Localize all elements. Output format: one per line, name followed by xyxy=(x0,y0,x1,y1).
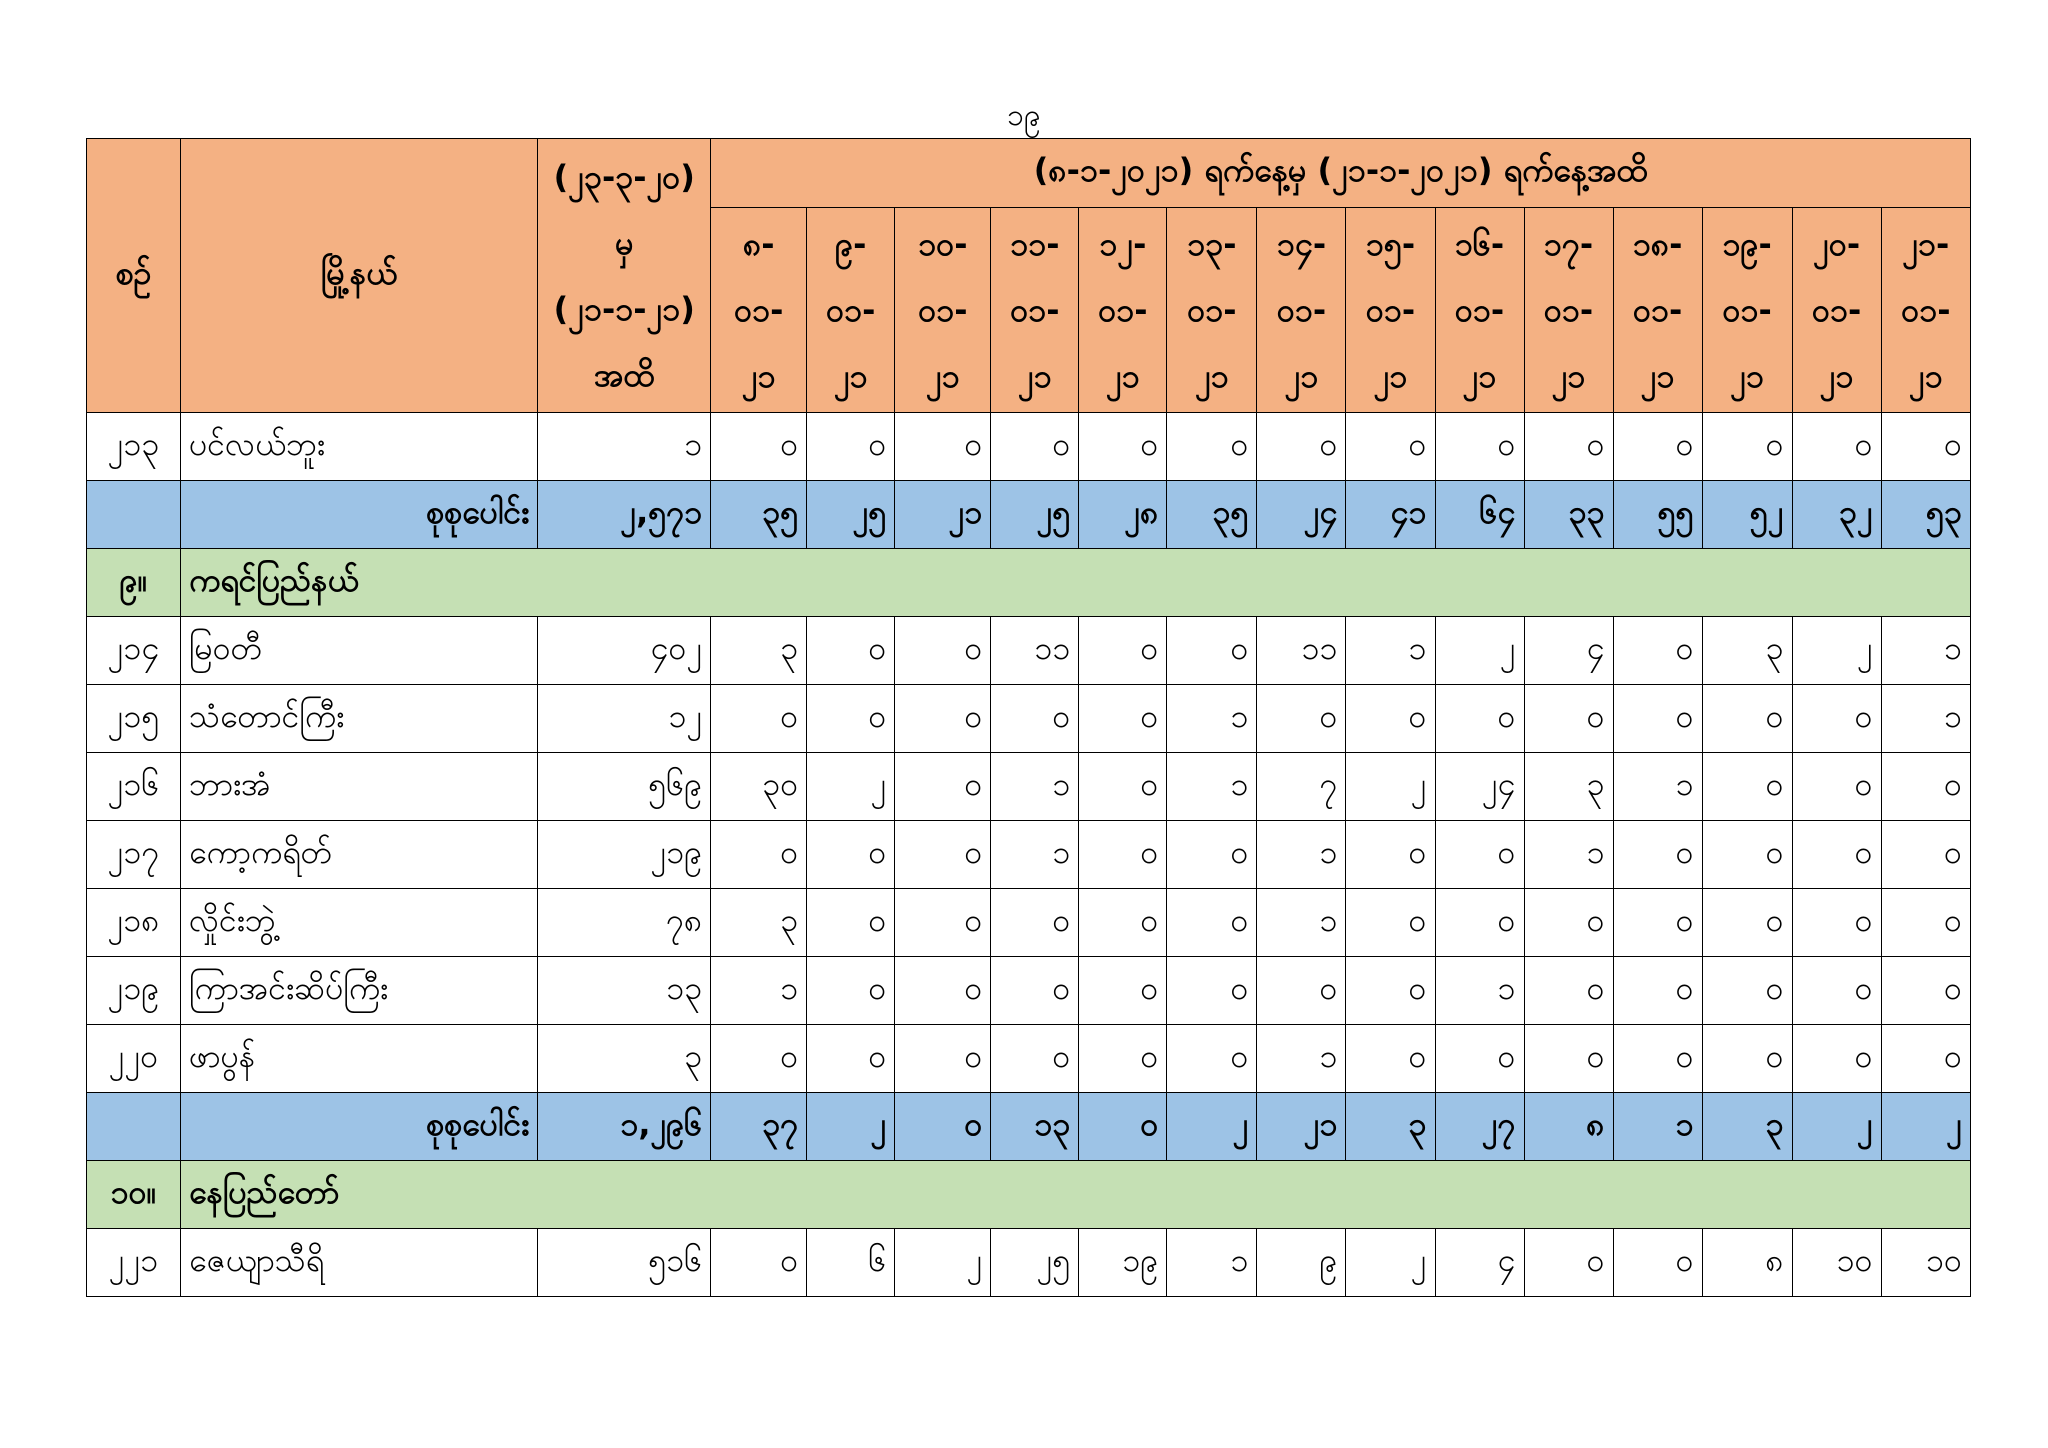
daily-cell: ၀ xyxy=(1079,957,1167,1025)
daily-cell: ၃ xyxy=(711,889,807,957)
total-daily-cell: ၂ xyxy=(1167,1093,1257,1161)
daily-cell: ၀ xyxy=(991,957,1079,1025)
daily-cell: ၀ xyxy=(807,685,895,753)
daily-cell: ၀ xyxy=(1435,413,1524,481)
date-header-part: ၀၁- xyxy=(1901,291,1951,329)
date-header xyxy=(1079,208,1167,413)
total-daily-cell: ၂ xyxy=(807,1093,895,1161)
date-header xyxy=(1702,208,1792,413)
total-label: စုစုပေါင်း xyxy=(181,1093,538,1161)
region-number: ၁၀။ xyxy=(87,1161,181,1229)
total-daily-cell: ၁၃ xyxy=(991,1093,1079,1161)
daily-cell: ၀ xyxy=(1167,1025,1257,1093)
date-header xyxy=(1881,208,1970,413)
region-name: ကရင်ပြည်နယ် xyxy=(181,549,1971,617)
daily-cell: ၀ xyxy=(807,413,895,481)
daily-cell: ၀ xyxy=(711,821,807,889)
daily-cell: ၁၀ xyxy=(1792,1229,1881,1297)
township-cell: သံတောင်ကြီး xyxy=(181,685,538,753)
daily-cell: ၁ xyxy=(1167,685,1257,753)
daily-cell: ၀ xyxy=(1435,1025,1524,1093)
cumulative-header-line: (၂၁-၁-၂၁) xyxy=(553,289,695,328)
cumulative-cell: ၅၆၉ xyxy=(538,753,711,821)
region-name: နေပြည်တော် xyxy=(181,1161,1971,1229)
daily-cell: ၀ xyxy=(807,821,895,889)
daily-cell: ၀ xyxy=(1257,413,1346,481)
total-daily-cell: ၅၅ xyxy=(1613,481,1702,549)
daily-cell: ၁ xyxy=(1257,821,1346,889)
township-cell: ဖာပွန် xyxy=(181,1025,538,1093)
total-daily-cell: ၂ xyxy=(1792,1093,1881,1161)
daily-cell: ၀ xyxy=(991,413,1079,481)
daily-cell: ၃ xyxy=(1524,753,1613,821)
total-daily-cell: ၂၅ xyxy=(991,481,1079,549)
township-cell: ကော့ကရိတ် xyxy=(181,821,538,889)
table-header xyxy=(87,139,1971,413)
date-header-part: ၁၈- xyxy=(1632,225,1683,263)
date-header-part: ၂၁ xyxy=(1106,357,1140,395)
date-header xyxy=(1613,208,1702,413)
daily-cell: ၁ xyxy=(1167,753,1257,821)
daily-cell: ၀ xyxy=(1346,889,1435,957)
cumulative-cell: ၁၃ xyxy=(538,957,711,1025)
region-row xyxy=(87,549,1971,617)
date-header-part: ၀၁- xyxy=(918,291,968,329)
daily-cell: ၀ xyxy=(1079,617,1167,685)
total-daily-cell: ၂ xyxy=(1881,1093,1970,1161)
date-header xyxy=(1346,208,1435,413)
table-row xyxy=(87,889,1971,957)
daily-cell: ၀ xyxy=(895,957,991,1025)
daily-cell: ၀ xyxy=(1167,957,1257,1025)
region-row xyxy=(87,1161,1971,1229)
daily-cell: ၀ xyxy=(1881,753,1970,821)
daily-cell: ၀ xyxy=(1346,685,1435,753)
date-header xyxy=(1435,208,1524,413)
daily-cell: ၀ xyxy=(1524,957,1613,1025)
daily-cell: ၀ xyxy=(1257,685,1346,753)
daily-cell: ၀ xyxy=(1881,1025,1970,1093)
township-cases-table xyxy=(86,138,1971,1297)
daily-cell: ၀ xyxy=(1524,1025,1613,1093)
region-number: ၉။ xyxy=(87,549,181,617)
daily-cell: ၀ xyxy=(1079,685,1167,753)
daily-cell: ၇ xyxy=(1257,753,1346,821)
total-sr-cell xyxy=(87,481,181,549)
page-number: ၁၉ xyxy=(1007,98,1041,133)
date-header xyxy=(991,208,1079,413)
township-cell: ကြာအင်းဆိပ်ကြီး xyxy=(181,957,538,1025)
total-daily-cell: ၂၅ xyxy=(807,481,895,549)
daily-cell: ၁ xyxy=(1435,957,1524,1025)
daily-cell: ၀ xyxy=(1702,889,1792,957)
daily-cell: ၀ xyxy=(1167,413,1257,481)
date-header-part: ၀၁- xyxy=(1722,291,1772,329)
daily-cell: ၉ xyxy=(1257,1229,1346,1297)
daily-cell: ၀ xyxy=(807,889,895,957)
daily-cell: ၀ xyxy=(1435,685,1524,753)
date-header xyxy=(1524,208,1613,413)
cumulative-header-line: အထိ xyxy=(594,355,655,394)
daily-cell: ၀ xyxy=(1613,685,1702,753)
daily-cell: ၂၄ xyxy=(1435,753,1524,821)
daily-cell: ၀ xyxy=(1792,753,1881,821)
daily-cell: ၀ xyxy=(1435,889,1524,957)
daily-cell: ၀ xyxy=(1257,957,1346,1025)
daily-cell: ၀ xyxy=(1702,821,1792,889)
daily-cell: ၀ xyxy=(1079,413,1167,481)
daily-cell: ၁၁ xyxy=(991,617,1079,685)
date-header-part: ၁၇- xyxy=(1543,225,1594,263)
date-header-part: ၀၁- xyxy=(1010,291,1060,329)
total-daily-cell: ၀ xyxy=(1079,1093,1167,1161)
daily-cell: ၁ xyxy=(1257,1025,1346,1093)
daily-cell: ၁ xyxy=(991,821,1079,889)
sr-cell: ၂၁၆ xyxy=(87,753,181,821)
sr-cell: ၂၂၁ xyxy=(87,1229,181,1297)
daily-cell: ၁၁ xyxy=(1257,617,1346,685)
cumulative-header xyxy=(538,139,711,413)
date-header-part: ၁၄- xyxy=(1276,225,1327,263)
daily-cell: ၀ xyxy=(1702,957,1792,1025)
cumulative-cell: ၃ xyxy=(538,1025,711,1093)
date-header-part: ၂၁ xyxy=(1195,357,1229,395)
total-row xyxy=(87,1093,1971,1161)
total-daily-cell: ၀ xyxy=(895,1093,991,1161)
daily-cell: ၀ xyxy=(1079,753,1167,821)
daily-cell: ၀ xyxy=(991,1025,1079,1093)
total-daily-cell: ၃၅ xyxy=(1167,481,1257,549)
date-header-part: ၁၆- xyxy=(1454,225,1505,263)
date-header-part: ၁၂- xyxy=(1099,225,1147,263)
daily-cell: ၄ xyxy=(1524,617,1613,685)
total-daily-cell: ၂၈ xyxy=(1079,481,1167,549)
daily-cell: ၁၉ xyxy=(1079,1229,1167,1297)
date-header-part: ၂၁ xyxy=(1551,357,1586,395)
daily-cell: ၀ xyxy=(1079,821,1167,889)
township-cell: မြဝတီ xyxy=(181,617,538,685)
daily-cell: ၀ xyxy=(1792,957,1881,1025)
sr-cell: ၂၁၉ xyxy=(87,957,181,1025)
daily-cell: ၁ xyxy=(1257,889,1346,957)
total-daily-cell: ၃ xyxy=(1346,1093,1435,1161)
date-header-part: ၂၁ xyxy=(925,357,960,395)
date-header-part: ၀၁- xyxy=(734,291,784,329)
daily-cell: ၀ xyxy=(1792,1025,1881,1093)
daily-cell: ၀ xyxy=(1613,957,1702,1025)
daily-cell: ၀ xyxy=(1167,889,1257,957)
daily-cell: ၁၀ xyxy=(1881,1229,1970,1297)
township-cell: ပင်လယ်ဘူး xyxy=(181,413,538,481)
daily-cell: ၀ xyxy=(895,685,991,753)
date-header-part: ၀၁- xyxy=(1276,291,1327,329)
daily-cell: ၀ xyxy=(1792,685,1881,753)
date-header-part: ၂၁ xyxy=(1819,357,1854,395)
daily-cell: ၀ xyxy=(1881,889,1970,957)
daily-cell: ၀ xyxy=(1079,1025,1167,1093)
cumulative-cell: ၁၂ xyxy=(538,685,711,753)
daily-cell: ၀ xyxy=(1792,889,1881,957)
total-row xyxy=(87,481,1971,549)
daily-cell: ၀ xyxy=(1702,413,1792,481)
date-header-part: ၉- xyxy=(835,225,867,263)
township-header: မြို့နယ် xyxy=(181,139,538,413)
daily-cell: ၃၀ xyxy=(711,753,807,821)
daily-cell: ၁ xyxy=(1524,821,1613,889)
date-header xyxy=(895,208,991,413)
daily-cell: ၁ xyxy=(1881,685,1970,753)
sr-cell: ၂၂၀ xyxy=(87,1025,181,1093)
daily-cell: ၀ xyxy=(1613,617,1702,685)
table-row xyxy=(87,413,1971,481)
cumulative-header-line: (၂၃-၃-၂၀) xyxy=(553,157,695,196)
date-header-part: ၀၁- xyxy=(1365,291,1416,329)
total-daily-cell: ၅၂ xyxy=(1702,481,1792,549)
daily-cell: ၀ xyxy=(1792,413,1881,481)
total-daily-cell: ၁ xyxy=(1613,1093,1702,1161)
cumulative-cell: ၄၀၂ xyxy=(538,617,711,685)
daily-cell: ၀ xyxy=(1346,1025,1435,1093)
table-row xyxy=(87,617,1971,685)
daily-cell: ၀ xyxy=(711,1025,807,1093)
daily-cell: ၀ xyxy=(807,617,895,685)
daily-cell: ၀ xyxy=(1524,1229,1613,1297)
date-header-part: ၁၉- xyxy=(1722,225,1772,263)
date-header-part: ၂၁- xyxy=(1902,225,1950,263)
cumulative-cell: ၁ xyxy=(538,413,711,481)
daily-cell: ၁ xyxy=(711,957,807,1025)
township-cell: ဇေယျာသီရိ xyxy=(181,1229,538,1297)
daily-cell: ၂၅ xyxy=(991,1229,1079,1297)
daily-cell: ၀ xyxy=(1524,685,1613,753)
daily-cell: ၀ xyxy=(1702,1025,1792,1093)
daily-cell: ၀ xyxy=(1702,685,1792,753)
table-row xyxy=(87,685,1971,753)
total-cumulative-cell: ၂,၅၇၁ xyxy=(538,481,711,549)
daily-cell: ၂ xyxy=(1346,753,1435,821)
township-cell: ဘားအံ xyxy=(181,753,538,821)
daily-cell: ၀ xyxy=(1702,753,1792,821)
daily-cell: ၀ xyxy=(895,753,991,821)
total-daily-cell: ၅၃ xyxy=(1881,481,1970,549)
daily-cell: ၀ xyxy=(895,617,991,685)
daily-cell: ၀ xyxy=(1079,889,1167,957)
date-header-part: ၂၀- xyxy=(1813,225,1861,263)
daily-cell: ၂ xyxy=(807,753,895,821)
date-header xyxy=(1257,208,1346,413)
table-row xyxy=(87,1025,1971,1093)
date-range-header: (၈-၁-၂၀၂၁) ရက်နေ့မှ (၂၁-၁-၂၀၂၁) ရက်နေ့အထိ xyxy=(711,139,1971,208)
daily-cell: ၀ xyxy=(807,957,895,1025)
date-header-part: ၂၁ xyxy=(1640,357,1675,395)
total-daily-cell: ၂၇ xyxy=(1435,1093,1524,1161)
cumulative-cell: ၇၈ xyxy=(538,889,711,957)
daily-cell: ၀ xyxy=(1524,889,1613,957)
daily-cell: ၀ xyxy=(895,889,991,957)
cumulative-header-line: မှ xyxy=(615,223,634,262)
daily-cell: ၁ xyxy=(1346,617,1435,685)
date-header-part: ၂၁ xyxy=(1018,357,1052,395)
daily-cell: ၁ xyxy=(1881,617,1970,685)
daily-cell: ၀ xyxy=(711,413,807,481)
daily-cell: ၂ xyxy=(895,1229,991,1297)
total-daily-cell: ၆၄ xyxy=(1435,481,1524,549)
cumulative-cell: ၅၁၆ xyxy=(538,1229,711,1297)
date-header-part: ၀၁- xyxy=(1812,291,1862,329)
date-header-part: ၀၁- xyxy=(826,291,876,329)
date-header-part: ၀၁- xyxy=(1632,291,1683,329)
daily-cell: ၀ xyxy=(1881,821,1970,889)
daily-cell: ၀ xyxy=(1881,413,1970,481)
daily-cell: ၀ xyxy=(1613,413,1702,481)
total-daily-cell: ၃၂ xyxy=(1792,481,1881,549)
daily-cell: ၄ xyxy=(1435,1229,1524,1297)
total-cumulative-cell: ၁,၂၉၆ xyxy=(538,1093,711,1161)
date-header-part: ၀၁- xyxy=(1187,291,1237,329)
table-body xyxy=(87,413,1971,1297)
sr-cell: ၂၁၇ xyxy=(87,821,181,889)
date-header-part: ၂၁ xyxy=(833,357,868,395)
sr-header: စဉ် xyxy=(87,139,181,413)
daily-cell: ၃ xyxy=(1702,617,1792,685)
daily-cell: ၀ xyxy=(1613,1025,1702,1093)
daily-cell: ၀ xyxy=(991,889,1079,957)
township-cell: လှိုင်းဘွဲ့ xyxy=(181,889,538,957)
daily-cell: ၀ xyxy=(711,1229,807,1297)
table-row xyxy=(87,1229,1971,1297)
daily-cell: ၀ xyxy=(1346,957,1435,1025)
date-header xyxy=(711,208,807,413)
daily-cell: ၀ xyxy=(1346,413,1435,481)
total-daily-cell: ၂၁ xyxy=(1257,1093,1346,1161)
date-header xyxy=(807,208,895,413)
daily-cell: ၀ xyxy=(1435,821,1524,889)
daily-cell: ၀ xyxy=(1881,957,1970,1025)
date-header-part: ၁၁- xyxy=(1010,225,1060,263)
daily-cell: ၀ xyxy=(895,413,991,481)
date-header-part: ၂၁ xyxy=(1462,357,1497,395)
date-header-part: ၂၁ xyxy=(1730,357,1764,395)
daily-cell: ၀ xyxy=(1613,889,1702,957)
daily-cell: ၀ xyxy=(895,821,991,889)
table-row xyxy=(87,821,1971,889)
daily-cell: ၂ xyxy=(1435,617,1524,685)
date-header-part: ၂၁ xyxy=(1908,357,1943,395)
total-daily-cell: ၃၃ xyxy=(1524,481,1613,549)
daily-cell: ၀ xyxy=(1792,821,1881,889)
total-daily-cell: ၃၅ xyxy=(711,481,807,549)
daily-cell: ၈ xyxy=(1702,1229,1792,1297)
total-sr-cell xyxy=(87,1093,181,1161)
total-label: စုစုပေါင်း xyxy=(181,481,538,549)
date-header-part: ၁၅- xyxy=(1365,225,1416,263)
date-header xyxy=(1792,208,1881,413)
total-daily-cell: ၃၇ xyxy=(711,1093,807,1161)
total-daily-cell: ၈ xyxy=(1524,1093,1613,1161)
total-daily-cell: ၄၁ xyxy=(1346,481,1435,549)
sr-cell: ၂၁၈ xyxy=(87,889,181,957)
daily-cell: ၀ xyxy=(991,685,1079,753)
date-header-part: ၁၀- xyxy=(918,225,968,263)
daily-cell: ၆ xyxy=(807,1229,895,1297)
daily-cell: ၁ xyxy=(991,753,1079,821)
daily-cell: ၂ xyxy=(1346,1229,1435,1297)
daily-cell: ၀ xyxy=(807,1025,895,1093)
sr-cell: ၂၁၃ xyxy=(87,413,181,481)
date-header-part: ၁၃- xyxy=(1187,225,1237,263)
sr-cell: ၂၁၅ xyxy=(87,685,181,753)
cumulative-cell: ၂၁၉ xyxy=(538,821,711,889)
daily-cell: ၁ xyxy=(1167,1229,1257,1297)
date-header-part: ၂၁ xyxy=(1373,357,1408,395)
daily-cell: ၀ xyxy=(711,685,807,753)
total-daily-cell: ၃ xyxy=(1702,1093,1792,1161)
daily-cell: ၀ xyxy=(1613,821,1702,889)
date-header-part: ၂၁ xyxy=(1284,357,1319,395)
daily-cell: ၁ xyxy=(1613,753,1702,821)
daily-cell: ၀ xyxy=(1167,821,1257,889)
daily-cell: ၀ xyxy=(1167,617,1257,685)
daily-cell: ၀ xyxy=(1613,1229,1702,1297)
total-daily-cell: ၂၁ xyxy=(895,481,991,549)
daily-cell: ၃ xyxy=(711,617,807,685)
date-header-part: ၀၁- xyxy=(1098,291,1148,329)
table-row xyxy=(87,957,1971,1025)
date-header-part: ၂၁ xyxy=(741,357,776,395)
date-header-part: ၀၁- xyxy=(1543,291,1594,329)
date-header-part: ၀၁- xyxy=(1454,291,1505,329)
table-row xyxy=(87,753,1971,821)
daily-cell: ၂ xyxy=(1792,617,1881,685)
daily-cell: ၀ xyxy=(1524,413,1613,481)
date-header xyxy=(1167,208,1257,413)
total-daily-cell: ၂၄ xyxy=(1257,481,1346,549)
date-header-part: ၈- xyxy=(743,225,775,263)
daily-cell: ၀ xyxy=(1346,821,1435,889)
daily-cell: ၀ xyxy=(895,1025,991,1093)
sr-cell: ၂၁၄ xyxy=(87,617,181,685)
